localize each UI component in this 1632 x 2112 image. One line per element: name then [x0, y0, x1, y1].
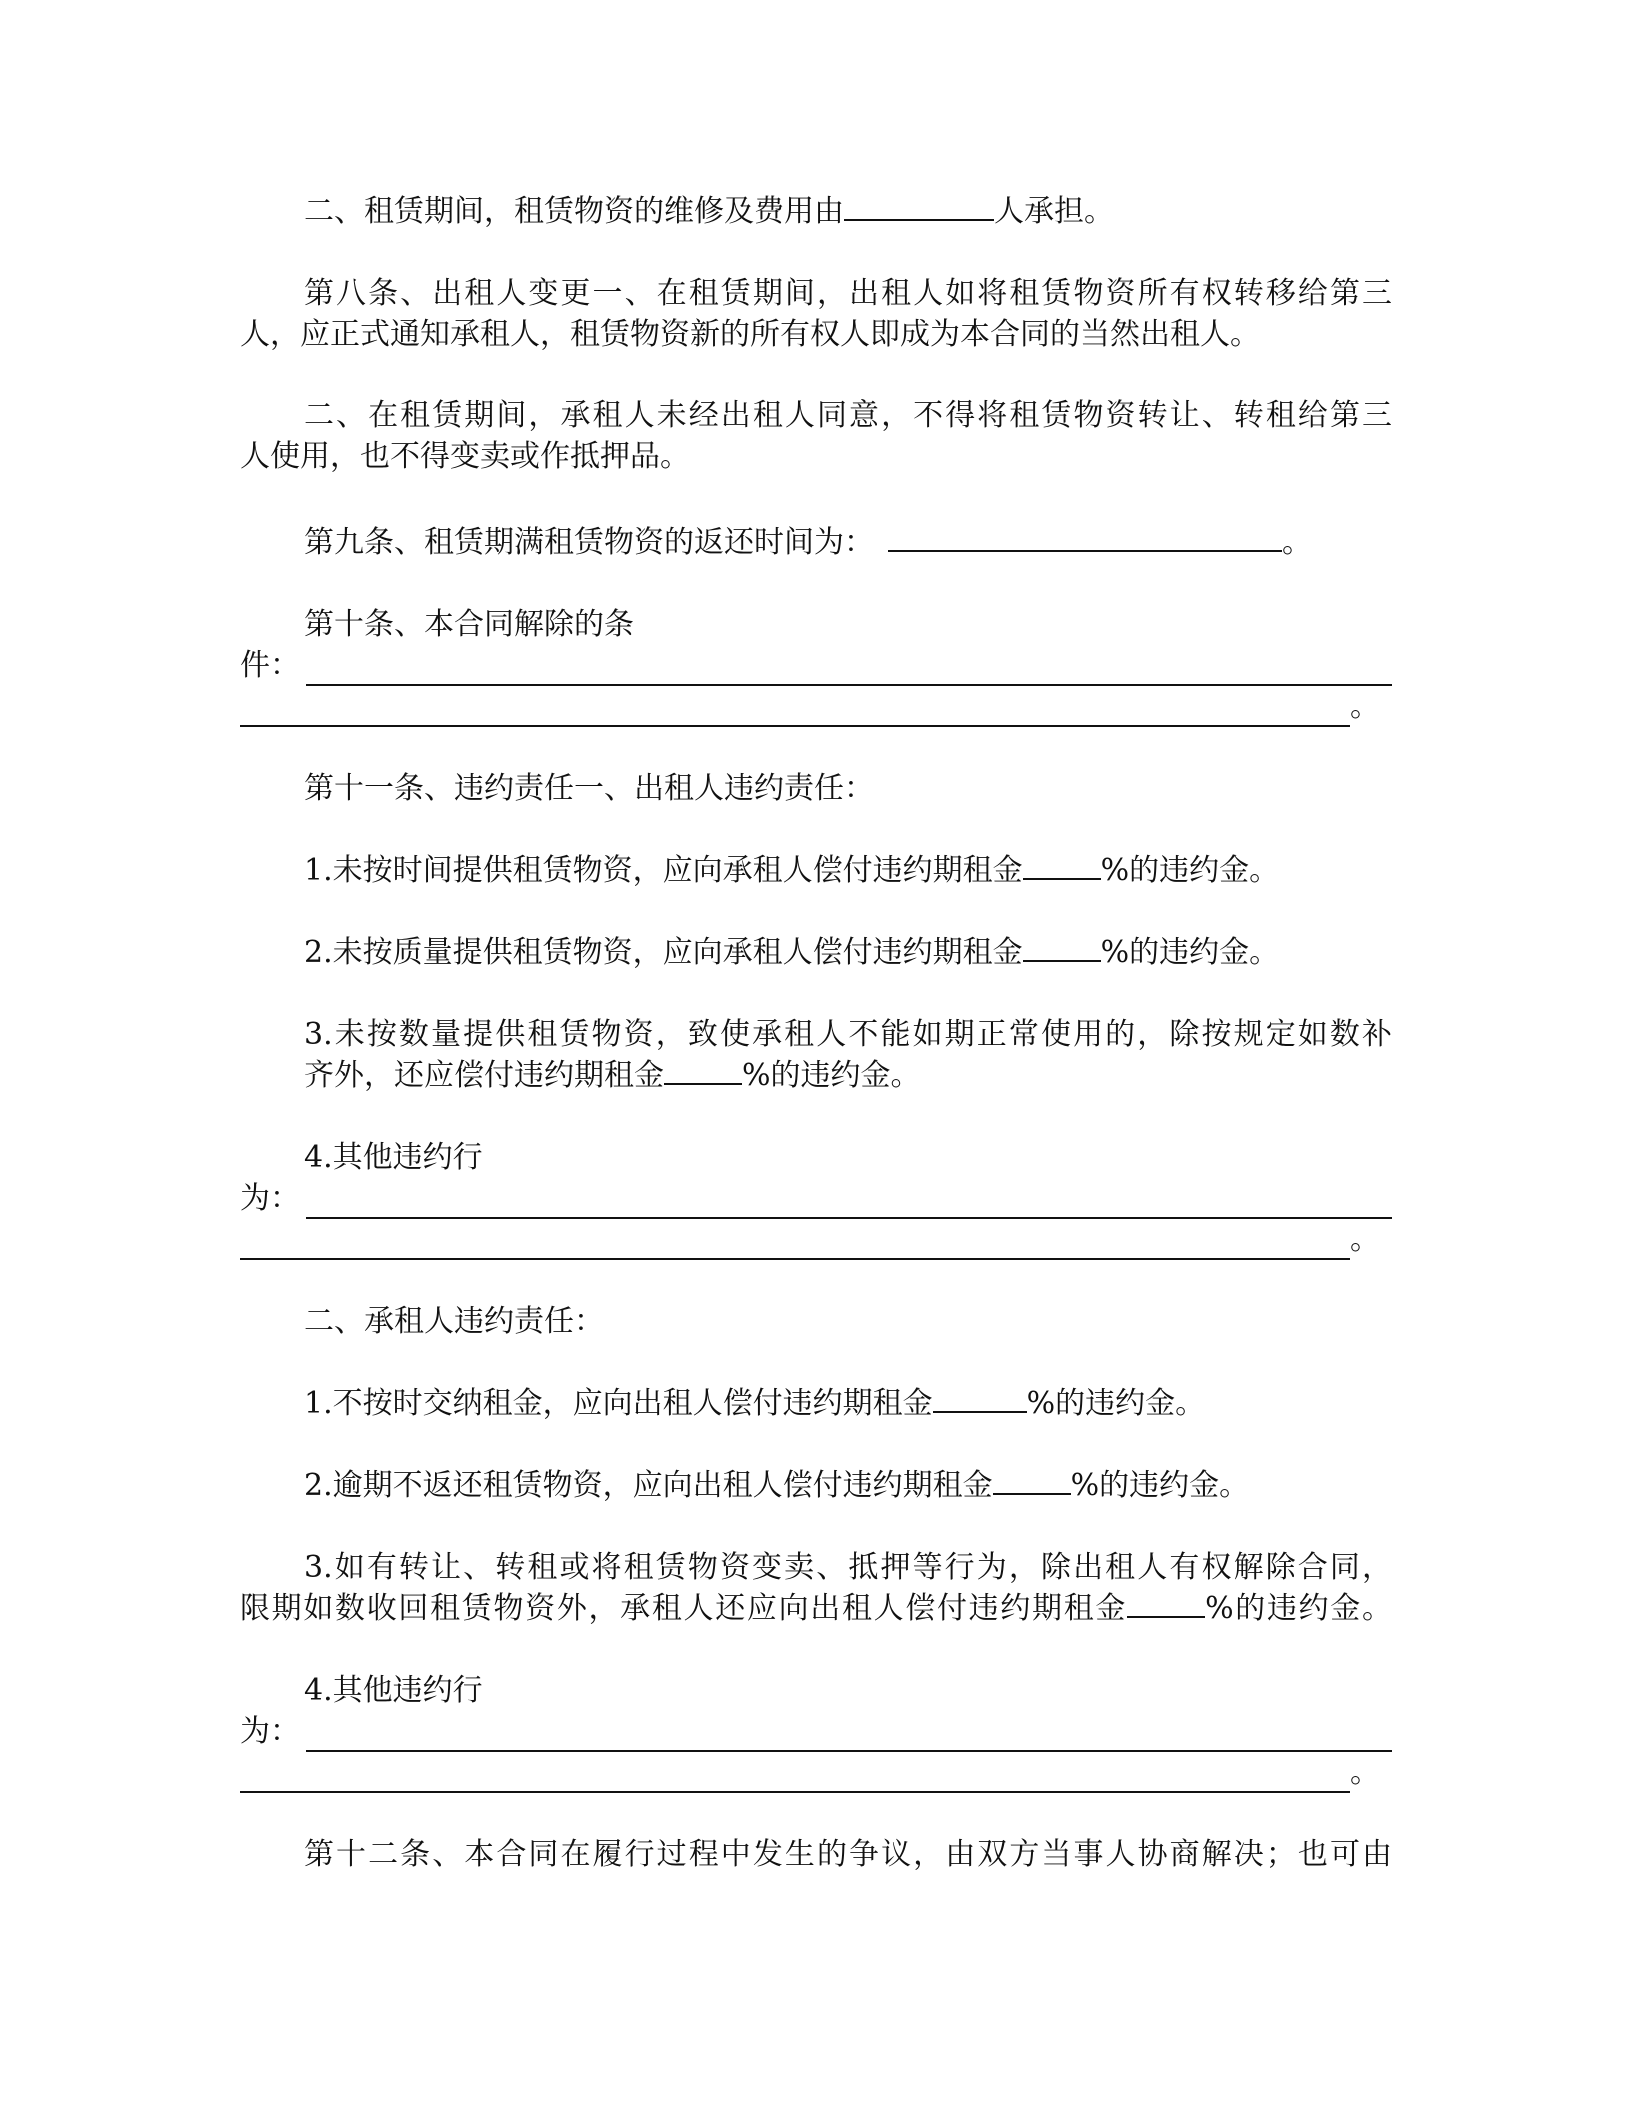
blank-line [240, 1761, 1350, 1793]
clause-article-12 [240, 1834, 1392, 1875]
clause-text: %的违约金。 [1205, 1591, 1392, 1626]
clause-text: 1.未按时间提供租赁物资，应向承租人偿付违约期租金 [304, 853, 1023, 888]
clause-text: 。 [1350, 1222, 1380, 1257]
clause-text: 二、租赁期间，租赁物资的维修及费用由 [304, 194, 844, 229]
clause-11-2-2 [240, 1465, 1392, 1506]
blank-line [888, 522, 1282, 552]
clause-11-1-3 [240, 1014, 1392, 1096]
clause-line: 第十二条、本合同在履行过程中发生的争议，由双方当事人协商解决；也可由 [304, 1837, 1392, 1872]
clause-line: 第十条、本合同解除的条 [304, 607, 634, 642]
clause-text: %的违约金。 [1100, 853, 1280, 888]
clause-text: 为： [240, 1714, 300, 1749]
clause-text: 人承担。 [994, 194, 1114, 229]
clause-line: 4.其他违约行 [304, 1140, 483, 1175]
clause-11-2-3 [240, 1547, 1392, 1629]
clause-line: 人，应正式通知承租人，租赁物资新的所有权人即成为本合同的当然出租人。 [240, 317, 1260, 352]
clause-text: 。 [1350, 689, 1380, 724]
clause-lessee-liability [240, 1301, 1392, 1342]
clause-text: %的违约金。 [1070, 1468, 1250, 1503]
clause-text: 1.不按时交纳租金，应向出租人偿付违约期租金 [304, 1386, 933, 1421]
blank-line [240, 695, 1350, 727]
clause-line: 二、承租人违约责任： [304, 1304, 604, 1339]
clause-line: 第十一条、违约责任一、出租人违约责任： [304, 771, 874, 806]
blank-line [240, 1228, 1350, 1260]
clause-text: 齐外，还应偿付违约期租金 [304, 1058, 664, 1093]
clause-article-8 [240, 273, 1392, 355]
clause-11-1-2 [240, 932, 1392, 973]
blank-line [306, 1187, 1392, 1219]
clause-text: %的违约金。 [742, 1058, 921, 1093]
blank-line [306, 1720, 1392, 1752]
clause-article-11 [240, 768, 1392, 809]
clause-text: 2.逾期不返还租赁物资，应向出租人偿付违约期租金 [304, 1468, 993, 1503]
blank-line [993, 1465, 1071, 1495]
blank-line [1023, 850, 1101, 880]
clause-text: 件： [240, 648, 300, 683]
clause-line: 4.其他违约行 [304, 1673, 483, 1708]
blank-line [306, 654, 1392, 686]
clause-line: 人使用，也不得变卖或作抵押品。 [240, 439, 690, 474]
clause-text: 第九条、租赁期满租赁物资的返还时间为： [304, 525, 874, 560]
clause-line: 3.未按数量提供租赁物资，致使承租人不能如期正常使用的，除按规定如数补 [304, 1017, 1392, 1052]
clause-text: 限期如数收回租赁物资外，承租人还应向出租人偿付违约期租金 [240, 1591, 1128, 1626]
blank-line [1023, 932, 1101, 962]
clause-text: 2.未按质量提供租赁物资，应向承租人偿付违约期租金 [304, 935, 1023, 970]
clause-article-9 [240, 522, 1392, 563]
blank-line [664, 1055, 742, 1085]
clause-text: 。 [1282, 525, 1312, 560]
clause-maintenance [240, 191, 1392, 232]
clause-article-10 [240, 604, 1392, 727]
clause-11-1-4 [240, 1137, 1392, 1260]
clause-11-1-1 [240, 850, 1392, 891]
blank-line [933, 1383, 1027, 1413]
clause-text: %的违约金。 [1026, 1386, 1206, 1421]
clause-article-8-2 [240, 395, 1392, 477]
clause-line: 3.如有转让、转租或将租赁物资变卖、抵押等行为，除出租人有权解除合同， [304, 1550, 1392, 1585]
clause-text: 。 [1350, 1755, 1380, 1790]
clause-text: %的违约金。 [1100, 935, 1280, 970]
clause-11-2-4 [240, 1670, 1392, 1793]
clause-line: 第八条、出租人变更一、在租赁期间，出租人如将租赁物资所有权转移给第三 [304, 276, 1392, 311]
clause-11-2-1 [240, 1383, 1392, 1424]
blank-line [1127, 1588, 1205, 1618]
clause-text: 为： [240, 1181, 300, 1216]
blank-line [844, 191, 994, 221]
clause-line: 二、在租赁期间，承租人未经出租人同意，不得将租赁物资转让、转租给第三 [304, 398, 1392, 433]
